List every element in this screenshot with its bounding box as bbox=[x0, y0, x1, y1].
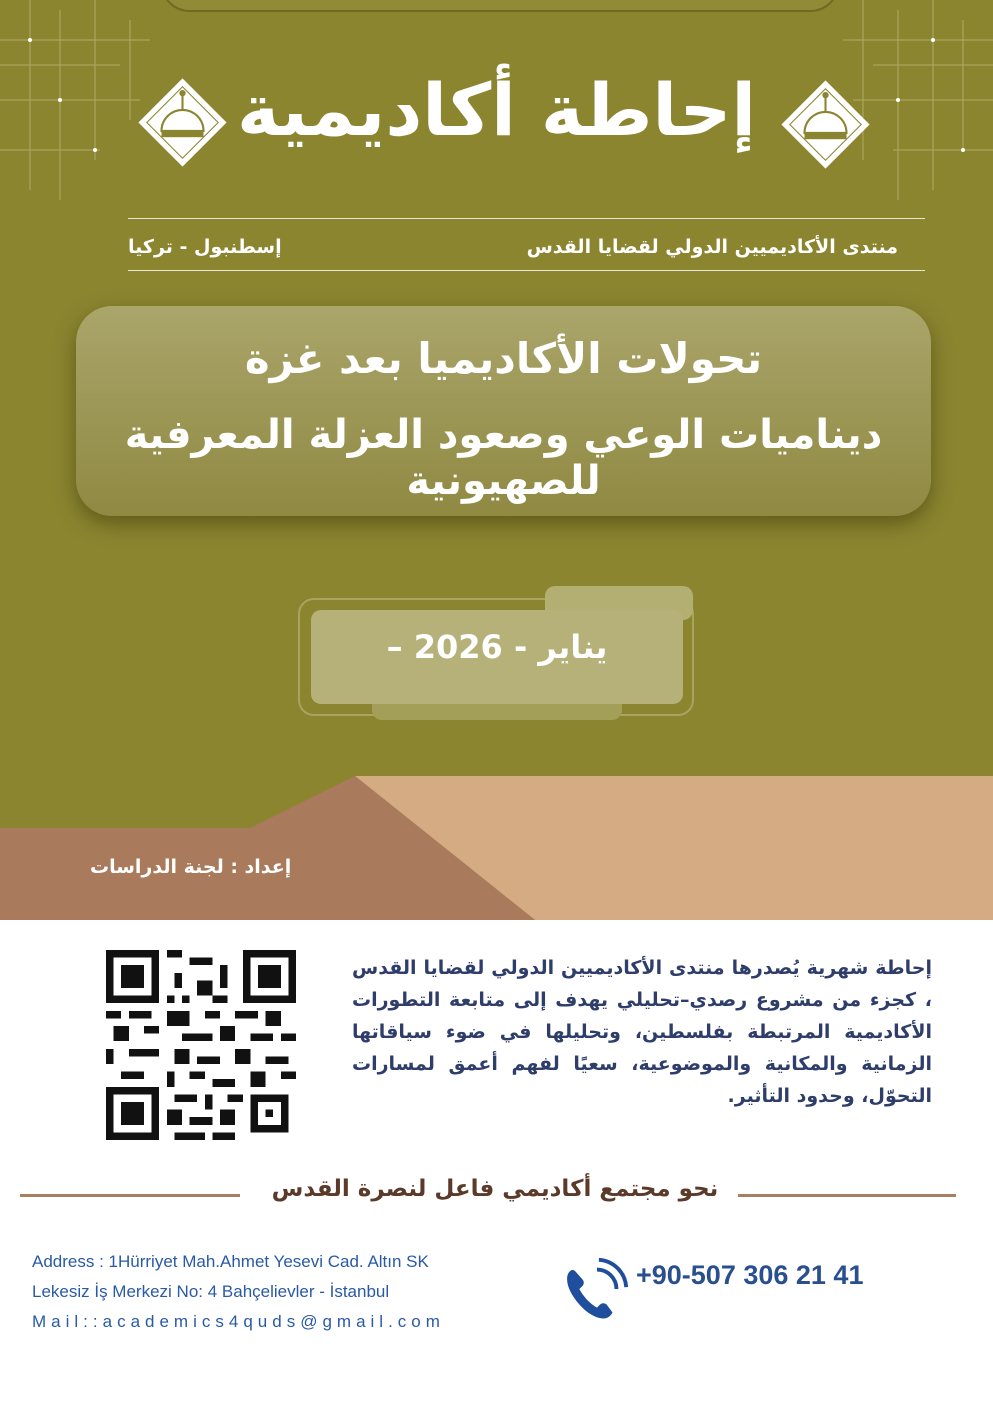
address-line2: Lekesiz İş Merkezi No: 4 Bahçelievler - İstanbul bbox=[32, 1282, 390, 1301]
prepared-by: إعداد : لجنة الدراسات bbox=[90, 856, 292, 878]
color-band bbox=[0, 776, 993, 920]
org-name: منتدى الأكاديميين الدولي لقضايا القدس bbox=[526, 236, 898, 258]
header-divider-top bbox=[128, 218, 925, 219]
report-date: يناير - 2026 – bbox=[386, 628, 608, 666]
phone-icon bbox=[556, 1252, 634, 1330]
report-title-line1: تحولات الأكاديميا بعد غزة bbox=[244, 334, 763, 383]
grid-decoration-left bbox=[0, 0, 150, 200]
address-line1: Address : 1Hürriyet Mah.Ahmet Yesevi Cad. Altın SK bbox=[32, 1252, 429, 1271]
report-title-line2: ديناميات الوعي وصعود العزلة المعرفية للصهيونية bbox=[124, 412, 883, 504]
phone-number[interactable]: +90-507 306 21 41 bbox=[636, 1260, 864, 1290]
location: إسطنبول - تركيا bbox=[128, 236, 282, 258]
top-decorative-tab bbox=[160, 0, 840, 12]
qr-code[interactable] bbox=[106, 950, 296, 1140]
email-address[interactable]: Mail::academics4quds@gmail.com bbox=[32, 1312, 445, 1331]
slogan-line-left bbox=[20, 1194, 240, 1197]
slogan: نحو مجتمع أكاديمي فاعل لنصرة القدس bbox=[271, 1176, 719, 1202]
logo-emblem-right bbox=[773, 72, 878, 177]
description-text: إحاطة شهرية يُصدرها منتدى الأكاديميين الدولي لقضايا القدس ، كجزء من مشروع رصدي–تحليلي يهدف إلى متابعة التطورات الأكاديمية المرتبطة بفلسطين، وتحليلها في ضوء سياقاتها الزمانية والمكانية والموضوعية، سعيًا لفهم أعمق لمسارات التحوّل، وحدود التأثير. bbox=[352, 957, 932, 1107]
header-divider-bottom bbox=[128, 270, 925, 271]
slogan-line-right bbox=[738, 1194, 956, 1197]
header-title: إحاطة أكاديمية bbox=[236, 68, 757, 152]
